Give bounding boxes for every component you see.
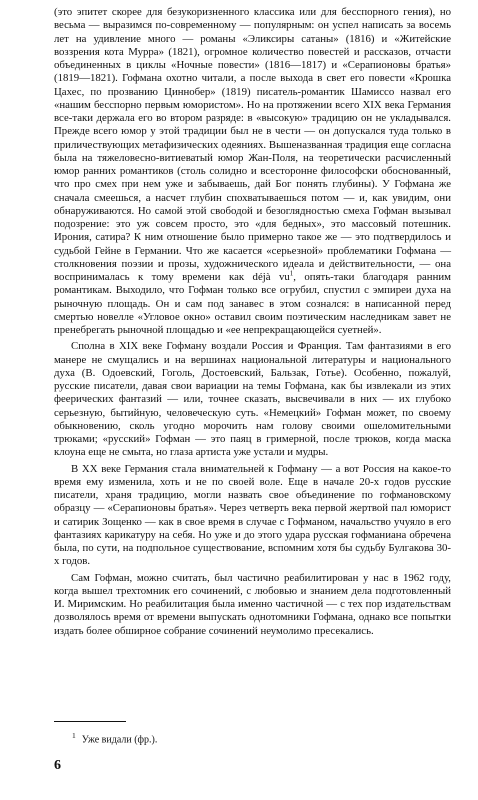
page-number: 6 <box>54 758 61 773</box>
paragraph-3: В XX веке Германия стала внимательней к Гофману — а вот Россия на какое-то время ему изменила, хоть и не по своей воле. Еще в начале 20-х годов русские писатели, храня традицию, могли назвать свое объединение по гофмановскому образцу — «Серапионовы братья». Через четверть века первой жертвой пал юморист и сатирик Зощенко — как в свое время в случае с Гофманом, начальство учуяло в его фантазиях карикатуру на себя. Но уже и до этого удара русская гофманиана обречена была, по сути, на подпольное существование, вспомним хотя бы судьбу Булгакова 30-х годов. <box>54 462 451 568</box>
footnote-divider <box>54 721 126 722</box>
body-text <box>54 6 451 638</box>
paragraph-4: Сам Гофман, можно считать, был частично реабилитирован у нас в 1962 году, когда вышел трехтомник его сочинений, с любовью и знанием дела подготовленный И. Миримским. Но реабилитация была именно частичной — с тех пор издательствам дозволялось время от времени выпускать однотомники Гофмана, однако все попытки издать более обширное собрание сочинений неумолимо пресекались. <box>54 571 451 637</box>
paragraph-2: Сполна в XIX веке Гофману воздали Россия и Франция. Там фантазиями в его манере не смущались и на вершинах национальной литературы и национального духа (В. Одоевский, Гоголь, Достоевский, Бальзак, Готье). Особенно, пожалуй, русские писатели, давая свои вариации на темы Гофмана, как бы извлекали из этих феерических фантазий — или, точнее сказать, высвечивали в них — их глубоко серьезную, бытийную, человеческую суть. «Немецкий» Гофман может, по своему обыкновению, сколь угодно морочить нам голову своими ошеломительными трюками; «русский» Гофман — это паяц в гримерной, после трюков, когда маска клоуна еще не смыта, но глаза артиста уже устали и мудры. <box>54 340 451 459</box>
paragraph-1 <box>54 6 451 337</box>
paragraph-1-text: (это эпитет скорее для безукоризненного классика или для бесспорного гения), но весьма — выразимся по-современному — популярным: он успел написать за восемь лет на удивление много — романы «Эликсиры сатаны» (1816) и «Житейские воззрения кота Мурра» (1821), огромное количество повестей и рассказов, отчасти объединенных в циклы «Ночные повести» (1816—1817) и «Серапионовы братья» (1819—1821). Гофмана охотно читали, а после выхода в свет его повести «Крошка Цахес, по прозванию Циннобер» (1819) писатель-романтик Шамиссо назвал его «нашим бесспорно первым юмористом». Но на протяжении всего XIX века Германия все-таки держала его во втором разряде: в «высокую» традицию он не укладывался. Прежде всего юмор у этой традиции был не в чести — он допускался туда только в приличествующих метафизических одеяниях. Вышеназванная традиция еще согласна была на тяжеловесно-витиеватый юмор Жан-Поля, на теоретически расчисленный юмор ранних романтиков (столь солидно и всесторонне философски обоснованный, что про смех при нем уже и забываешь, дай Бог понять глубины). У Гофмана же сначала смеешься, а насчет глубин спохватываешься потом — и, как увидим, они обнаруживаются. Но самой этой свободой и безоглядностью смеха Гофман вызывал подозрение: это уж совсем просто, это «для бедных», это массовый потешник. Ирония, сатира? К ним отношение было примерно такое же — это подтвердилось и судьбой Гейне в Германии. Что же касается «серьезной» проблематики Гофмана — столкновения поэзии и прозы, художнического идеала и действительности, — она воспринималась к тому времени как déjà vu <box>54 6 451 283</box>
paragraph-1-continuation: , опять-таки благодаря ранним романтикам. Выходило, что Гофман только все огрубил, спустил с эмпиреи духа на рыночную площадь. Он и сам под занавес в этом сознался: в написанной перед смертью новелле «Угловое окно» оставил своим поэтическим наследникам завет не пренебрегать рыночной площадью и «ее непрекращающейся суетней». <box>54 271 451 336</box>
footnote <box>72 730 157 746</box>
footnote-marker: 1 <box>72 731 76 740</box>
footnote-text: Уже видали (фр.). <box>81 734 158 746</box>
footnote-reference: 1 <box>289 269 294 278</box>
